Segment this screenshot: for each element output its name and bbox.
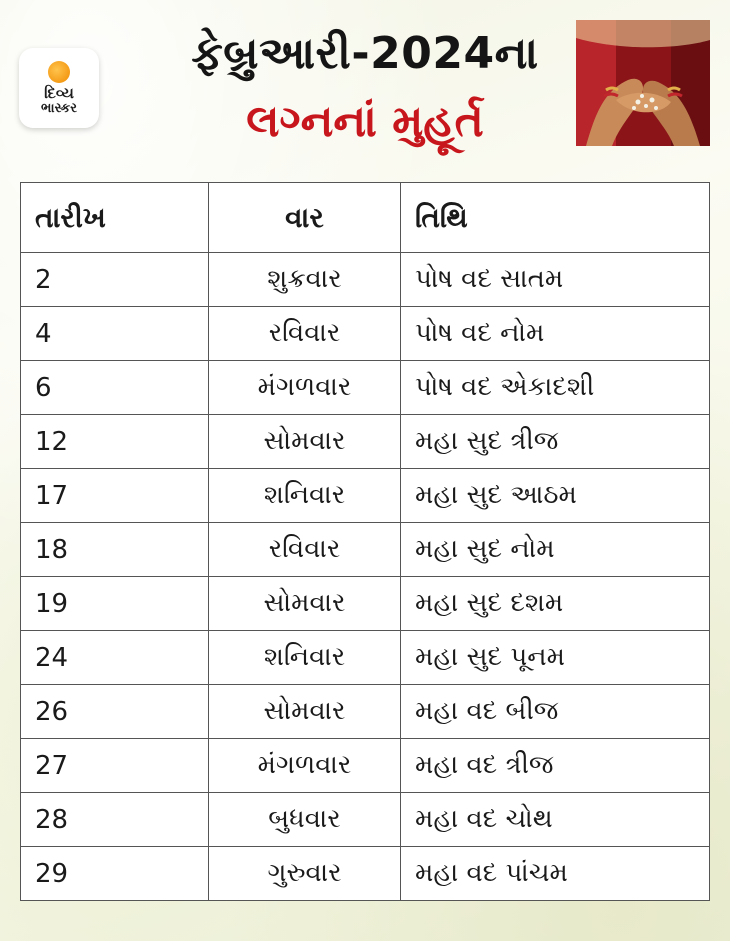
cell-day: ગુરુવાર (209, 847, 401, 901)
table-row (21, 307, 710, 361)
cell-date: 4 (21, 307, 209, 361)
logo-text-line1: દિવ્ય (44, 83, 74, 102)
table-row (21, 361, 710, 415)
table-row (21, 739, 710, 793)
wedding-photo (576, 20, 710, 146)
cell-tithi: મહા સુદ નોમ (401, 523, 710, 577)
cell-day: રવિવાર (209, 307, 401, 361)
cell-tithi: મહા સુદ આઠમ (401, 469, 710, 523)
sun-icon (48, 61, 70, 83)
cell-day: બુધવાર (209, 793, 401, 847)
column-header-day: વાર (209, 183, 401, 253)
table-row (21, 685, 710, 739)
cell-tithi: પોષ વદ એકાદશી (401, 361, 710, 415)
cell-tithi: મહા વદ ચોથ (401, 793, 710, 847)
table-row (21, 253, 710, 307)
table-header-row (21, 183, 710, 253)
cell-date: 24 (21, 631, 209, 685)
table-row (21, 631, 710, 685)
cell-day: શનિવાર (209, 631, 401, 685)
cell-day: મંગળવાર (209, 739, 401, 793)
cell-tithi: મહા વદ બીજ (401, 685, 710, 739)
cell-date: 27 (21, 739, 209, 793)
cell-tithi: મહા સુદ પૂનમ (401, 631, 710, 685)
cell-date: 18 (21, 523, 209, 577)
cell-day: શનિવાર (209, 469, 401, 523)
cell-tithi: મહા સુદ ત્રીજ (401, 415, 710, 469)
muhurat-table (20, 182, 710, 901)
wedding-hands-illustration (576, 20, 710, 146)
cell-tithi: મહા વદ પાંચમ (401, 847, 710, 901)
table-row (21, 577, 710, 631)
cell-date: 19 (21, 577, 209, 631)
cell-day: સોમવાર (209, 577, 401, 631)
table-row (21, 415, 710, 469)
column-header-date: તારીખ (21, 183, 209, 253)
cell-date: 26 (21, 685, 209, 739)
cell-day: સોમવાર (209, 685, 401, 739)
table-row (21, 793, 710, 847)
cell-date: 17 (21, 469, 209, 523)
cell-tithi: પોષ વદ સાતમ (401, 253, 710, 307)
cell-day: મંગળવાર (209, 361, 401, 415)
cell-day: શુક્રવાર (209, 253, 401, 307)
cell-tithi: મહા સુદ દશમ (401, 577, 710, 631)
cell-day: રવિવાર (209, 523, 401, 577)
cell-tithi: મહા વદ ત્રીજ (401, 739, 710, 793)
page-title: ફેબ્રુઆરી-2024ના (191, 28, 539, 79)
cell-day: સોમવાર (209, 415, 401, 469)
page-subtitle: લગ્નનાં મુહૂર્ત (246, 96, 484, 147)
cell-date: 28 (21, 793, 209, 847)
cell-date: 6 (21, 361, 209, 415)
cell-date: 29 (21, 847, 209, 901)
brand-logo (19, 48, 99, 128)
table-row (21, 523, 710, 577)
cell-tithi: પોષ વદ નોમ (401, 307, 710, 361)
table-row (21, 847, 710, 901)
table-row (21, 469, 710, 523)
cell-date: 12 (21, 415, 209, 469)
logo-text-line2: ભાસ્કર (41, 100, 77, 116)
column-header-tithi: તિથિ (401, 183, 710, 253)
cell-date: 2 (21, 253, 209, 307)
